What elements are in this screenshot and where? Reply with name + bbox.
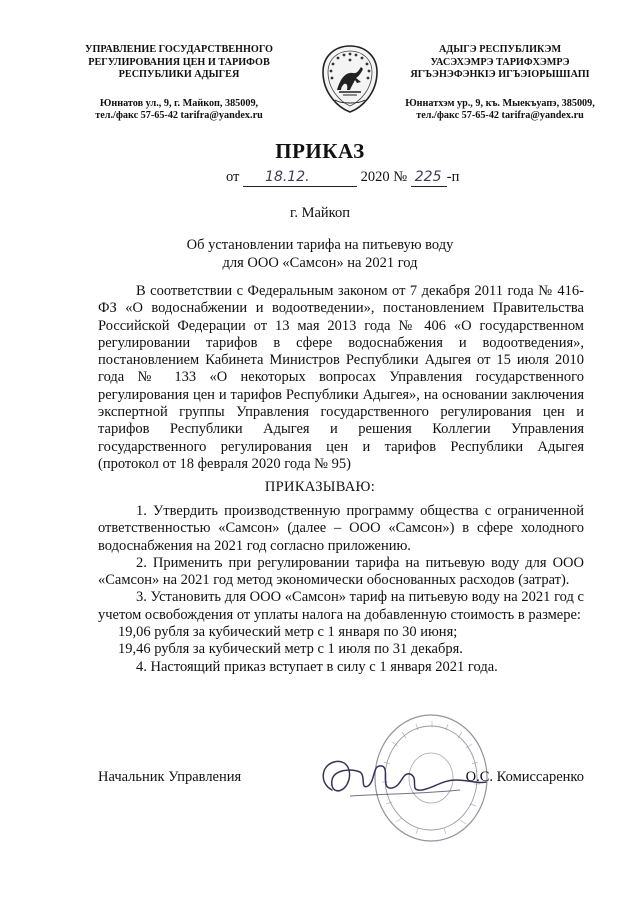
year-label: 2020 № [360, 169, 408, 185]
decree-heading: ПРИКАЗЫВАЮ: [264, 479, 376, 495]
signatory-name: О.С. Комиссаренко [465, 769, 584, 785]
tariff-price-1: 19,06 рубля за кубический метр с 1 января по 30 июня; [118, 624, 458, 641]
preamble-paragraph: В соответствии с Федеральным законом от 7 декабря 2011 года № 416-ФЗ «О водоснабжении и водоотведении», постановлением Правительства Российской Федерации от 13 мая 2013 года № 406 «О государственном регулировании тарифов в сфере водоснабжения и водоотведения», постановлением Кабинета Министров Республики Адыгея от 15 июля 2010 года № 133 «О некоторых вопросах Управления государственного регулирования цен и тарифов Республики Адыгея», на основании заключения экспертной группы Управления государственного регулирования цен и тарифов Республики Адыгея и решения Коллегии Управления государственного регулирования цен и тарифов Республики Адыгея (протокол от 18 февраля 2020 года № 95) [98, 283, 584, 472]
document-title: ПРИКАЗ [275, 139, 365, 163]
order-items [98, 503, 584, 676]
coat-of-arms-emblem [317, 42, 383, 116]
document-subject: Об установлении тарифа на питьевую воду для ООО «Самсон» на 2021 год [186, 237, 454, 271]
header-right-org: АДЫГЭ РЕСПУБЛИКЭМ УАСЭХЭМРЭ ТАРИФХЭМРЭ ЯГЪЭНЭФЭНКIЭ ИГЪЭIОРЫШIАПI [410, 44, 590, 80]
order-date-number-line [226, 169, 459, 187]
city-line: г. Майкоп [290, 205, 350, 221]
header-left-address: Юннатов ул., 9, г. Майкоп, 385009, тел./факс 57-65-42 tarifra@yandex.ru [95, 97, 263, 121]
order-item-1: 1. Утвердить производственную программу общества с ограниченной ответственностью «Самсон» (далее – ООО «Самсон») в сфере холодного водоснабжения на 2021 год согласно приложению. [98, 503, 584, 554]
number-handwritten: 225 [414, 169, 442, 185]
order-item-2: 2. Применить при регулировании тарифа на питьевую воду для ООО «Самсон» на 2021 год метод экономически обоснованных расходов (затрат). [98, 554, 584, 589]
date-handwritten: 18.12. [265, 169, 310, 185]
number-suffix: -п [446, 169, 460, 185]
date-prefix: от [226, 169, 240, 185]
date-field [243, 169, 357, 187]
number-field [411, 169, 447, 187]
header-left-org: УПРАВЛЕНИЕ ГОСУДАРСТВЕННОГО РЕГУЛИРОВАНИЯ ЦЕН И ТАРИФОВ РЕСПУБЛИКИ АДЫГЕЯ [85, 44, 273, 80]
order-item-3: 3. Установить для ООО «Самсон» тариф на питьевую воду на 2021 год с учетом освобождения от уплаты налога на добавленную стоимость в размере: [98, 589, 584, 623]
signatory-position: Начальник Управления [98, 769, 242, 785]
header-left-block [64, 44, 294, 123]
header-right-address: Юннатхэм ур., 9, къ. Мыекъуапэ, 385009, тел./факс 57-65-42 tarifra@yandex.ru [405, 97, 595, 121]
tariff-price-2: 19,46 рубля за кубический метр с 1 июля по 31 декабря. [118, 641, 463, 658]
header-right-block [385, 44, 615, 123]
order-item-4: 4. Настоящий приказ вступает в силу с 1 января 2021 года. [136, 658, 498, 675]
